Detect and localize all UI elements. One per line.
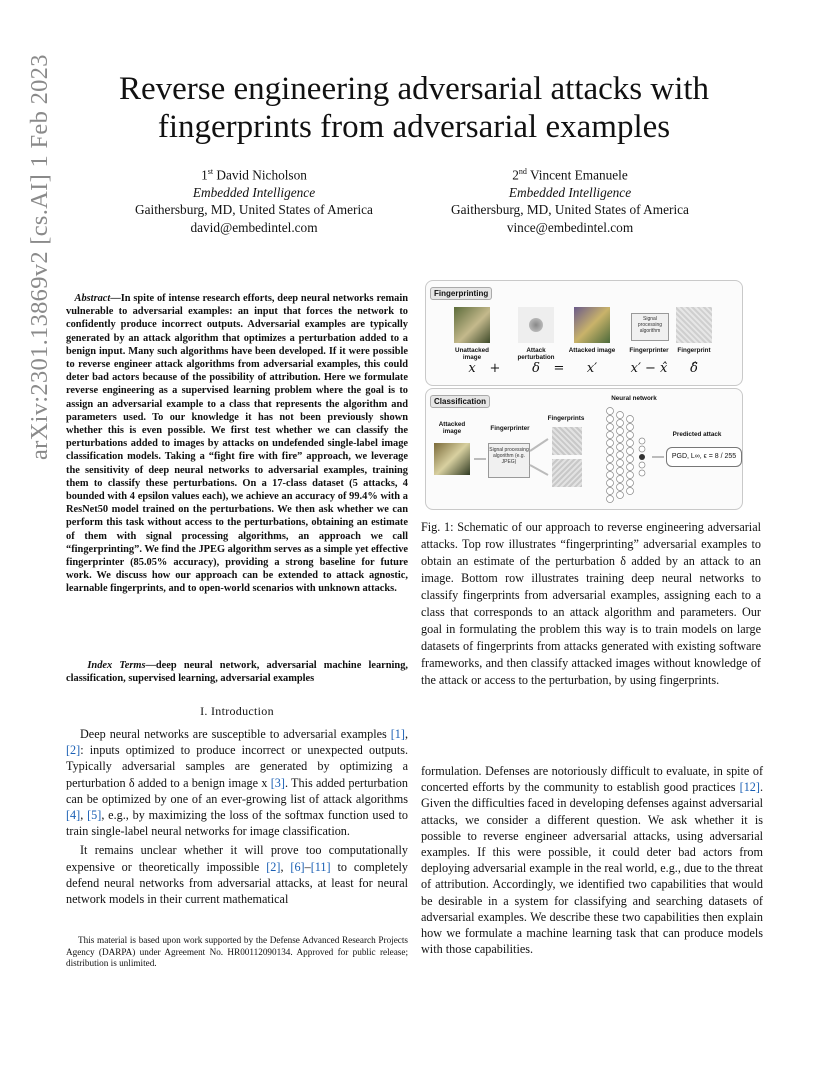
fingerprinting-panel [425, 280, 743, 386]
arxiv-identifier: arXiv:2301.13869v2 [cs.AI] 1 Feb 2023 [26, 54, 53, 460]
citation-link[interactable]: [2] [66, 743, 81, 758]
abstract-label: Abstract [74, 293, 111, 304]
eq-delta-hat: δ̂ [690, 361, 698, 376]
fingerprinter-label: Fingerprinter [629, 347, 669, 354]
citation-link[interactable]: [5] [87, 808, 102, 823]
author-location: Gaithersburg, MD, United States of America [135, 202, 373, 218]
unattacked-image [454, 307, 490, 343]
author-email: vince@embedintel.com [506, 219, 634, 235]
citation-link[interactable]: [3] [270, 775, 285, 790]
eq-x: x [468, 361, 476, 376]
attacked-label: Attacked image [568, 347, 616, 354]
author-email: david@embedintel.com [190, 219, 318, 235]
eq-xprime: x′ [586, 361, 598, 376]
neural-network-label: Neural network [611, 395, 657, 402]
eq-equals: = [553, 361, 565, 376]
author-block-1 [89, 163, 419, 236]
index-terms [66, 659, 408, 685]
citation-link[interactable]: [6] [290, 859, 305, 874]
right-column-body: formulation. Defenses are notoriously difficult to evaluate, in spite of concerted efforts by the community to establish good practices [12]. Given the difficulties faced in developing defenses against adversarial attacks, we consider a different question. We ask whether it is possible to reverse engineer adversarial attacks, using adversarial examples. If this were possible, it could deter bad actors from deploying adversarial example in the real world, e.g., due to the threat of attribution. Accordingly, we identified two capabilities that would be desirable in a system for classifying and searching datasets of adversarial examples. We describe these two capabilities then explain how we formulate a machine learning task that can produce models with those capabilities. [421, 764, 763, 957]
intro-paragraph-2: It remains unclear whether it will prove too computationally expensive or theoretically impossible [2], [6]–[11] to completely defend neural networks from adversarial attacks, at least for neural network models in their current mathematical [66, 843, 408, 907]
jpeg-box: Signal processing algorithm (e.g. JPEG) [488, 443, 530, 478]
index-terms-label: Index Terms [87, 660, 146, 671]
author-location: Gaithersburg, MD, United States of America [451, 202, 689, 218]
intro-paragraph-1: Deep neural networks are susceptible to adversarial examples [1], [2]: inputs optimized to produce incorrect or unexpected outputs. Typically adversarial samples are generated by optimizing a perturbation δ added to a benign image x [3]. This added perturbation can be optimized by one of an ever-growing list of attack algorithms [4], [5], e.g., by maximizing the loss of the softmax function used to train single-label neural networks for image classification. [66, 727, 408, 839]
prediction-box: PGD, L∞, ϵ = 8 / 255 [666, 447, 742, 467]
citation-link[interactable]: [2] [266, 859, 281, 874]
citation-link[interactable]: [11] [310, 859, 331, 874]
perturbation-label: Attack perturbation [517, 347, 555, 361]
fingerprint-label: Fingerprint [677, 347, 711, 354]
author-name: 1st David Nicholson [201, 167, 307, 183]
citation-link[interactable]: [12] [739, 780, 760, 795]
figure-1 [421, 280, 745, 512]
footnote: This material is based upon work supported by the Defense Advanced Research Projects Agency (DARPA) under Agreement No. HR00112090134. Approved for public release; distribution is unlimited. [66, 935, 408, 968]
author-block-2 [405, 163, 735, 236]
signal-processing-box: Signal processing algorithm [631, 313, 669, 341]
author-affiliation: Embedded Intelligence [508, 184, 632, 200]
abstract-text: —In spite of intense research efforts, deep neural networks remain vulnerable to adversarial examples: an input that forces the network to confidently produce incorrect outputs. Adversarial examples are typically generated by an attack algorithm that optimizes a perturbation added to a benign input. Many such algorithms have been developed. If it were possible to reverse engineer attack algorithms from adversarial examples, this could deter bad actors because of the possibility of attribution. Here we formulate reverse engineering as a supervised learning problem where the goal is to assign an adversarial example to a class that represents the algorithm and parameters used. To our knowledge it has not been previously shown whether this is even possible. We first test whether we can classify the perturbations added to images by attacks on undefended single-label image classification models. Taking a “fight fire with fire” approach, we leverage the sensitivity of deep neural networks to adversarial examples, training them to classify these perturbations. On a 17-class dataset (5 attacks, 4 bounded with 4 epsilon values each), we achieve an accuracy of 99.4% with a ResNet50 model trained on the perturbations. We then ask whether we can perform this task without access to the perturbations, obtaining an estimate of them with signal processing algorithms, an approach we call “fingerprinting”. We find the JPEG algorithm serves as a simple yet effective fingerprinter (85.05% accuracy), providing a strong baseline for future work. We discuss how our approach can be extended to attack agnostic, learnable fingerprints, and to open-world scenarios with unknown attacks. [66, 293, 408, 595]
predicted-attack-label: Predicted attack [672, 431, 722, 438]
author-affiliation: Embedded Intelligence [192, 184, 316, 200]
perturbation-image [518, 307, 554, 343]
attacked-image-label: Attacked image [438, 421, 466, 435]
eq-difference: x′ − x̂ [630, 361, 668, 376]
paper-title [0, 70, 828, 146]
unattacked-label: Unattacked image [455, 347, 489, 361]
classification-panel [425, 388, 743, 510]
attacked-image [574, 307, 610, 343]
title-line-1: Reverse engineering adversarial attacks with [118, 71, 710, 107]
fingerprints-label: Fingerprints [547, 415, 585, 422]
flow-arrows [426, 389, 742, 509]
eq-plus: + [489, 361, 501, 376]
eq-delta: δ [532, 361, 540, 376]
classification-panel-label: Classification [430, 395, 490, 408]
citation-link[interactable]: [1] [390, 727, 405, 741]
section-heading: I. Introduction [200, 704, 274, 718]
abstract [66, 292, 408, 596]
citation-link[interactable]: [4] [66, 808, 81, 823]
intro-body [66, 726, 408, 910]
fingerprinting-panel-label: Fingerprinting [430, 287, 492, 300]
fingerprinter-bottom-label: Fingerprinter [490, 425, 530, 432]
figure-caption: Fig. 1: Schematic of our approach to reverse engineering adversarial attacks. Top row illustrates “fingerprinting” adversarial examples to obtain an estimate of the perturbation δ added by an attack to an image. Bottom row illustrates training deep neural networks to classify fingerprints from adversarial examples, assigning each to a class that corresponds to an attack algorithm and parameters. Our goal in formulating the problem this way is to train models on large datasets of fingerprints from attacks generated with existing software frameworks, and then classify attacked images without knowledge of the attack or access to the perturbation, by using fingerprints. [421, 520, 761, 687]
index-terms-text: —deep neural network, adversarial machine learning, classification, supervised learning, adversarial examples [66, 660, 408, 685]
fingerprint-image [676, 307, 712, 343]
title-line-2: fingerprints from adversarial examples [157, 109, 671, 145]
author-name: 2nd Vincent Emanuele [512, 167, 628, 183]
